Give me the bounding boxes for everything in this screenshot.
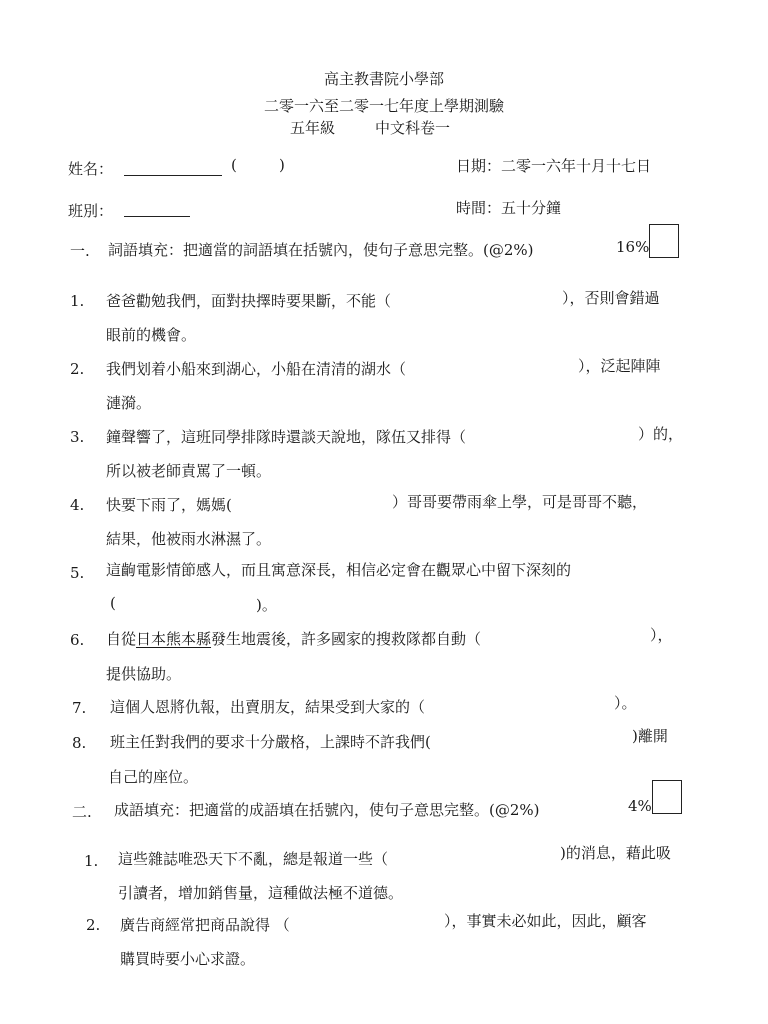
name-paren-close: ): [279, 156, 285, 174]
name-paren-open: (: [231, 156, 237, 174]
exam-date: 日期：二零一六年十月十七日: [456, 157, 652, 175]
exam-title: 二零一六至二零一七年度上學期測驗: [263, 97, 504, 115]
subject-label: 中文科卷一: [375, 119, 451, 137]
q4-text-a: 快要下雨了，媽媽(: [106, 496, 232, 514]
grade-label: 五年級: [290, 119, 336, 137]
q6-text-line: [106, 628, 481, 649]
idiom-q2-text-c: 購買時要小心求證。: [120, 950, 256, 968]
q7-text-b: ）。: [614, 694, 637, 712]
q8-text-b: )離開: [632, 727, 668, 745]
q1-text-a: 爸爸勸勉我們，面對抉擇時要果斷，不能（: [106, 292, 392, 310]
q2-text-a: 我們划着小船來到湖心，小船在清清的湖水（: [106, 360, 407, 378]
q5-text-c: )。: [256, 596, 277, 614]
section2-instruction: 成語填充：把適當的成語填在括號內，使句子意思完整。(@2%): [114, 801, 540, 819]
q8-number: 8.: [72, 734, 87, 752]
section1-number: 一.: [70, 242, 90, 260]
section1-score-box[interactable]: [649, 224, 679, 258]
q3-text-a: 鐘聲響了，這班同學排隊時還談天說地，隊伍又排得（: [106, 428, 467, 446]
q7-number: 7.: [72, 699, 87, 717]
q3-number: 3.: [70, 428, 85, 446]
exam-duration: 時間：五十分鐘: [456, 199, 562, 217]
section2-number: 二.: [72, 803, 92, 821]
q3-text-c: 所以被老師責罵了一頓。: [106, 462, 272, 480]
q2-number: 2.: [70, 360, 85, 378]
q5-text-a: 這齣電影情節感人，而且寓意深長，相信必定會在觀眾心中留下深刻的: [106, 561, 572, 579]
school-name: 高主教書院小學部: [323, 70, 444, 88]
q5-number: 5.: [70, 564, 85, 582]
q6-text-a1: 自從: [106, 630, 137, 648]
idiom-q1-text-c: 引讀者，增加銷售量，這種做法極不道德。: [118, 884, 404, 902]
idiom-q2-number: 2.: [86, 916, 101, 934]
name-label: 姓名：: [68, 160, 114, 178]
idiom-q1-number: 1.: [84, 852, 99, 870]
q1-text-b: ），否則會錯過: [562, 289, 660, 307]
q4-number: 4.: [70, 496, 85, 514]
q5-text-b: (: [110, 594, 116, 612]
q8-text-c: 自己的座位。: [108, 768, 199, 786]
idiom-q1-text-b: )的消息，藉此吸: [560, 844, 671, 862]
q4-text-b: ）哥哥要帶雨傘上學，可是哥哥不聽，: [392, 493, 648, 511]
q1-text-c: 眼前的機會。: [106, 326, 197, 344]
q2-text-b: ），泛起陣陣: [578, 357, 661, 375]
section2-percent: 4%: [628, 797, 652, 815]
class-label: 班別：: [68, 202, 114, 220]
idiom-q2-text-b: ），事實未必如此，因此，顧客: [444, 912, 647, 930]
section2-score-box[interactable]: [652, 780, 682, 814]
q8-text-a: 班主任對我們的要求十分嚴格，上課時不許我們(: [110, 733, 431, 751]
q3-text-b: ）的，: [638, 425, 684, 443]
q1-number: 1.: [70, 292, 85, 310]
name-blank[interactable]: [124, 158, 222, 176]
q6-number: 6.: [70, 631, 85, 649]
q2-text-c: 漣漪。: [106, 394, 152, 412]
q6-text-c: 提供協助。: [106, 665, 182, 683]
section1-instruction: 詞語填充：把適當的詞語填在括號內，使句子意思完整。(@2%): [108, 241, 534, 259]
idiom-q2-text-a: 廣告商經常把商品說得 （: [120, 916, 290, 934]
class-blank[interactable]: [124, 200, 190, 217]
q6-text-a2: 發生地震後，許多國家的搜救隊都自動（: [211, 630, 482, 648]
q6-place-name: 日本熊本縣: [136, 630, 212, 648]
q7-text-a: 這個人恩將仇報，出賣朋友，結果受到大家的（: [110, 698, 426, 716]
q6-text-b: ），: [650, 626, 673, 644]
q4-text-c: 結果，他被雨水淋濕了。: [106, 530, 272, 548]
idiom-q1-text-a: 這些雜誌唯恐天下不亂，總是報道一些（: [118, 850, 389, 868]
section1-percent: 16%: [616, 238, 650, 256]
